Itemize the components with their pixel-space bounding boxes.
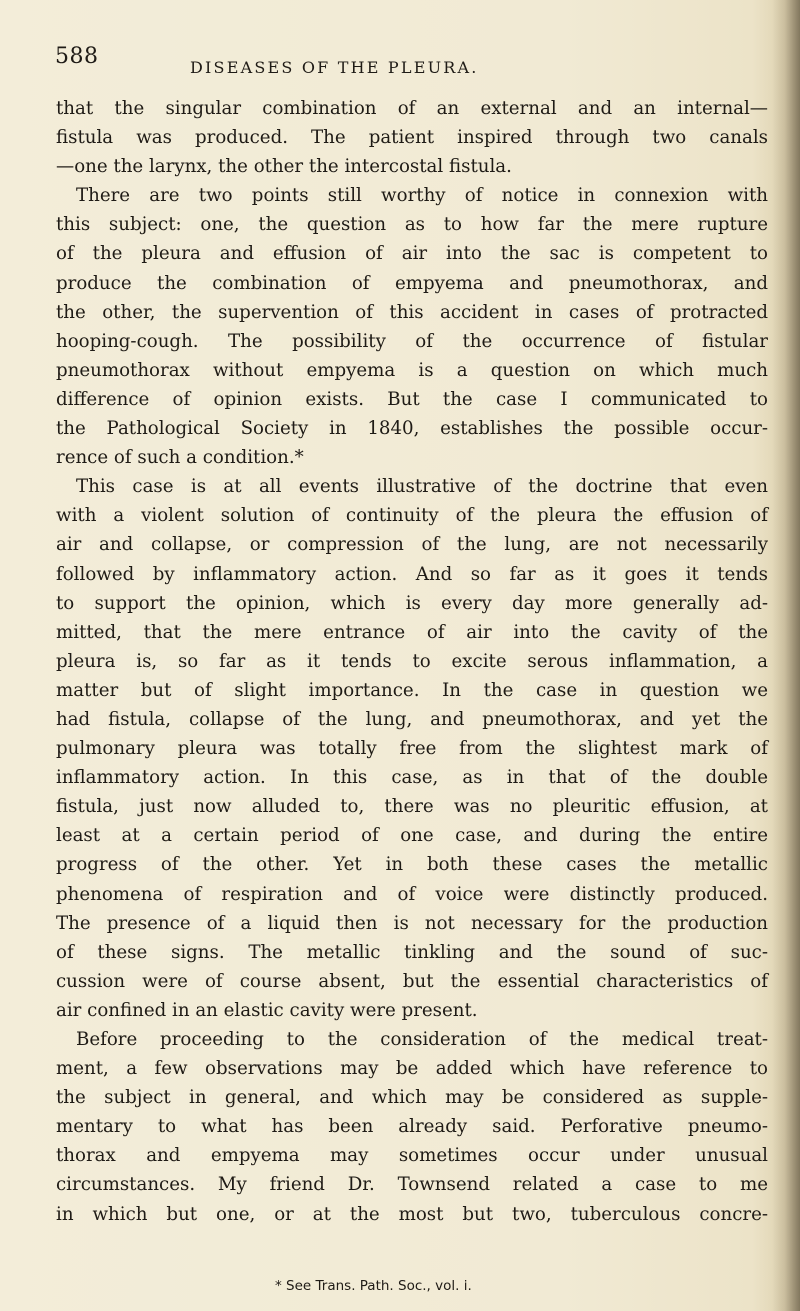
paragraph [56, 1025, 768, 1229]
text-line: Before proceeding to the consideration of the medical treat- [76, 1029, 768, 1050]
text-line: pulmonary pleura was totally free from the slightest mark of [56, 738, 768, 760]
text-line: to support the opinion, which is every day more generally ad- [56, 592, 768, 614]
text-line: ment, a few observations may be added which have reference to [56, 1058, 768, 1080]
text-line: pleura is, so far as it tends to excite serous inflammation, a [56, 650, 768, 672]
body-text [56, 94, 768, 1229]
text-line: followed by inflammatory action. And so far as it goes it tends [56, 563, 768, 585]
text-line: pneumothorax without empyema is a question on which much [56, 359, 768, 381]
text-line: difference of opinion exists. But the case I communicated to [56, 388, 768, 410]
text-line: the subject in general, and which may be considered as supple- [56, 1087, 768, 1109]
text-line: phenomena of respiration and of voice were distinctly produced. [56, 883, 768, 905]
text-line: least at a certain period of one case, and during the entire [56, 825, 768, 847]
text-line: mitted, that the mere entrance of air into the cavity of the [56, 621, 768, 643]
text-line: thorax and empyema may sometimes occur under unusual [56, 1145, 768, 1167]
text-line: hooping-cough. The possibility of the occurrence of fistular [56, 330, 768, 352]
text-line: air confined in an elastic cavity were present. [56, 999, 478, 1021]
text-line: mentary to what has been already said. Perforative pneumo- [56, 1116, 768, 1138]
running-head: DISEASES OF THE PLEURA. [190, 58, 479, 77]
binding-shadow [772, 0, 800, 1311]
text-line: of the pleura and effusion of air into the sac is competent to [56, 243, 768, 265]
text-line: of these signs. The metallic tinkling and the sound of suc- [56, 941, 768, 963]
text-line: This case is at all events illustrative of the doctrine that even [76, 476, 768, 498]
text-line: produce the combination of empyema and pneumothorax, and [56, 272, 768, 294]
paragraph [56, 94, 768, 181]
text-line: in which but one, or at the most but two, tuberculous concre- [56, 1203, 768, 1225]
text-line: The presence of a liquid then is not necessary for the production [56, 912, 768, 934]
text-line: this subject: one, the question as to how far the mere rupture [56, 214, 768, 236]
text-line: fistula, just now alluded to, there was no pleuritic effusion, at [56, 796, 768, 818]
text-line: had fistula, collapse of the lung, and pneumothorax, and yet the [56, 708, 768, 730]
text-line: matter but of slight importance. In the case in question we [56, 679, 768, 701]
text-line: There are two points still worthy of notice in connexion with [76, 185, 768, 207]
text-line: the Pathological Society in 1840, establishes the possible occur- [56, 418, 768, 440]
paragraph [56, 181, 768, 472]
text-line: inflammatory action. In this case, as in that of the double [56, 767, 768, 789]
paragraph [56, 472, 768, 1025]
text-line: with a violent solution of continuity of the pleura the effusion of [56, 505, 768, 527]
text-line: rence of such a condition.* [56, 447, 304, 469]
page-number: 588 [55, 44, 99, 69]
text-line: air and collapse, or compression of the lung, are not necessarily [56, 534, 768, 556]
text-line: cussion were of course absent, but the essential characteristics of [56, 970, 768, 992]
text-line: circumstances. My friend Dr. Townsend related a case to me [56, 1174, 768, 1196]
text-line: fistula was produced. The patient inspired through two canals [56, 127, 768, 149]
text-line: that the singular combination of an external and an internal— [56, 98, 768, 119]
text-line: —one the larynx, the other the intercostal fistula. [56, 156, 512, 178]
footnote: * See Trans. Path. Soc., vol. i. [275, 1278, 472, 1294]
text-line: progress of the other. Yet in both these cases the metallic [56, 854, 768, 876]
text-line: the other, the supervention of this accident in cases of protracted [56, 301, 768, 323]
